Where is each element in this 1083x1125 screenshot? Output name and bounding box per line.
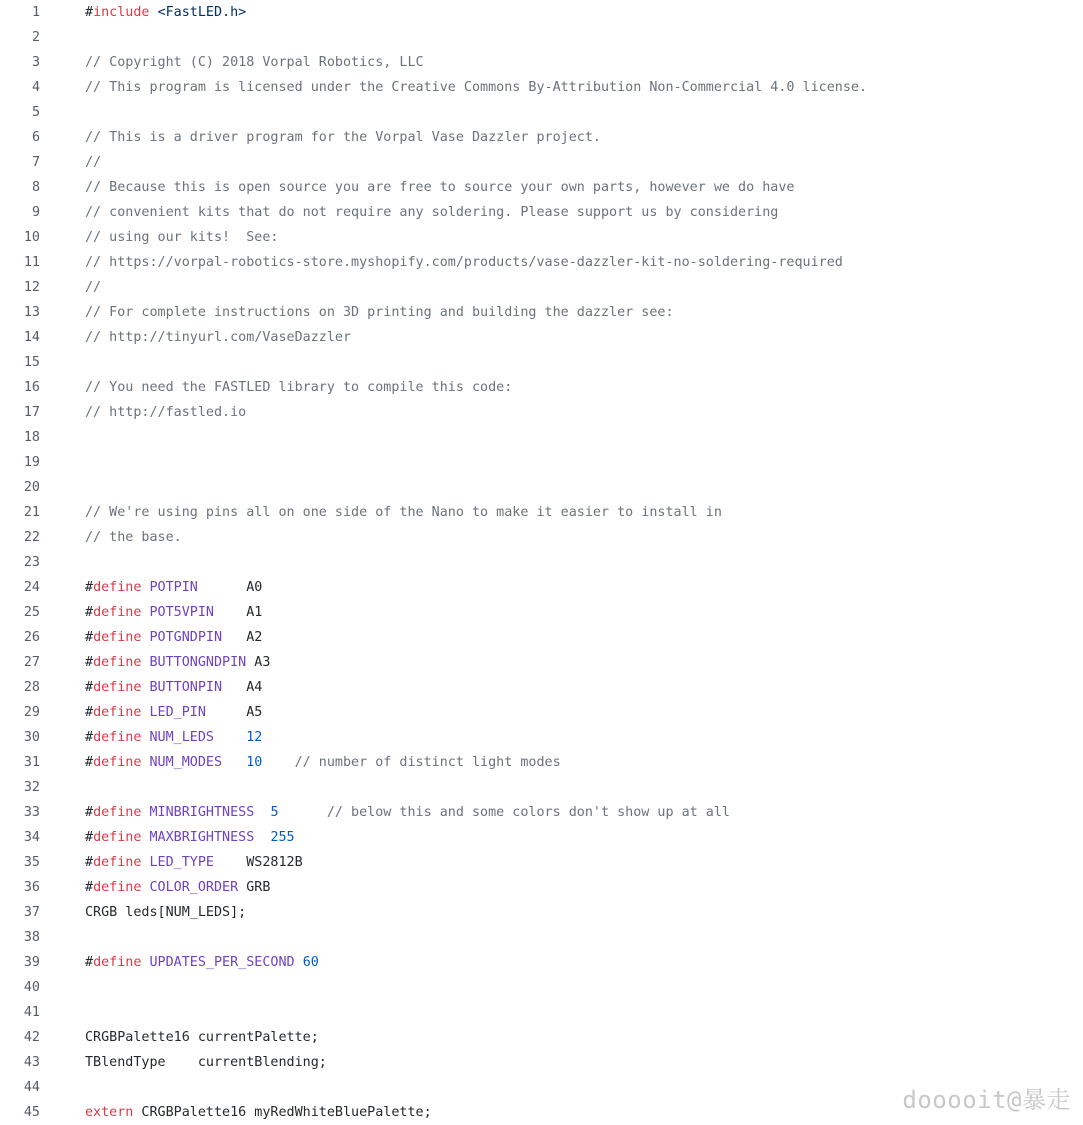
line-number: 41: [23, 1005, 40, 1020]
code-token-plain: [141, 880, 149, 895]
line-number: 10: [23, 230, 40, 245]
code-token-plain: [141, 630, 149, 645]
line-source: [85, 380, 512, 395]
code-token-plain: CRGB leds[NUM_LEDS];: [85, 905, 247, 920]
code-token-number: 5: [270, 805, 279, 820]
code-token-name: UPDATES_PER_SECOND: [149, 955, 295, 970]
code-token-name: LED_PIN: [149, 705, 206, 720]
line-number: 27: [23, 655, 40, 670]
code-token-plain: #: [85, 630, 94, 645]
code-token-plain: #: [85, 580, 94, 595]
line-number: 3: [31, 55, 40, 70]
code-line: [0, 450, 1083, 475]
code-token-plain: #: [85, 955, 94, 970]
code-token-plain: [141, 655, 149, 670]
code-token-plain: [141, 830, 149, 845]
code-line: [0, 525, 1083, 550]
code-line: [0, 300, 1083, 325]
line-number: 8: [31, 180, 40, 195]
code-token-comment: // number of distinct light modes: [294, 755, 561, 770]
code-token-plain: [141, 605, 149, 620]
code-token-plain: [141, 705, 149, 720]
code-token-plain: [141, 680, 149, 695]
code-token-comment: // https://vorpal-robotics-store.myshopify.com/products/vase-dazzler-kit-no-soldering-required: [85, 255, 843, 270]
code-token-comment: // the base.: [85, 530, 182, 545]
code-token-plain: [141, 730, 149, 745]
code-line: [0, 1050, 1083, 1075]
code-line: [0, 725, 1083, 750]
line-number: 1: [31, 5, 40, 20]
code-token-comment: // using our kits! See:: [85, 230, 279, 245]
code-token-number: 255: [270, 830, 295, 845]
code-token-keyword: define: [93, 580, 142, 595]
code-line: [0, 925, 1083, 950]
code-line: [0, 850, 1083, 875]
code-token-plain: [295, 955, 303, 970]
code-token-comment: // http://tinyurl.com/VaseDazzler: [85, 330, 352, 345]
line-number: 11: [23, 255, 40, 270]
line-source: [85, 680, 262, 695]
code-token-plain: [222, 755, 246, 770]
code-token-comment: // We're using pins all on one side of the Nano to make it easier to install in: [85, 505, 722, 520]
code-line: [0, 750, 1083, 775]
line-source: [85, 580, 262, 595]
code-token-name: NUM_MODES: [149, 755, 223, 770]
code-line: [0, 875, 1083, 900]
code-line: [0, 900, 1083, 925]
code-token-name: BUTTONGNDPIN: [149, 655, 247, 670]
code-token-name: LED_TYPE: [149, 855, 214, 870]
code-token-string: <FastLED.h>: [157, 5, 247, 20]
line-number: 4: [31, 80, 40, 95]
code-token-comment: //: [85, 155, 102, 170]
code-token-keyword: include: [93, 5, 150, 20]
code-line: [0, 425, 1083, 450]
line-number: 19: [23, 455, 40, 470]
code-line: [0, 125, 1083, 150]
line-source: [85, 830, 295, 845]
code-token-plain: #: [85, 855, 94, 870]
line-number: 22: [23, 530, 40, 545]
line-number: 23: [23, 555, 40, 570]
code-token-plain: [141, 855, 149, 870]
code-token-comment: // You need the FASTLED library to compile this code:: [85, 380, 513, 395]
code-token-plain: [141, 580, 149, 595]
code-line: [0, 1025, 1083, 1050]
code-line: [0, 200, 1083, 225]
code-token-keyword: define: [93, 605, 142, 620]
line-number: 36: [23, 880, 40, 895]
line-number: 5: [31, 105, 40, 120]
line-number: 7: [31, 155, 40, 170]
code-token-keyword: define: [93, 830, 142, 845]
code-token-plain: [254, 805, 270, 820]
line-number: 25: [23, 605, 40, 620]
line-source: [85, 280, 101, 295]
line-source: [85, 205, 778, 220]
code-token-plain: CRGBPalette16 myRedWhiteBluePalette;: [133, 1105, 432, 1120]
line-source: [85, 330, 351, 345]
code-token-keyword: define: [93, 705, 142, 720]
code-line: [0, 575, 1083, 600]
code-token-plain: #: [85, 805, 94, 820]
line-number: 45: [23, 1105, 40, 1120]
line-source: [85, 955, 319, 970]
code-line: [0, 650, 1083, 675]
code-token-plain: #: [85, 705, 94, 720]
code-token-plain: WS2812B: [214, 855, 303, 870]
watermark: dooooit@暴走: [902, 1086, 1071, 1114]
line-number: 2: [31, 30, 40, 45]
code-token-plain: A2: [222, 630, 263, 645]
line-source: [85, 880, 270, 895]
code-line: [0, 500, 1083, 525]
line-source: [85, 55, 424, 70]
code-line: [0, 250, 1083, 275]
line-source: [85, 405, 246, 420]
line-source: [85, 655, 270, 670]
code-token-name: NUM_LEDS: [149, 730, 214, 745]
code-token-plain: [141, 755, 149, 770]
line-source: [85, 180, 794, 195]
line-source: [85, 305, 674, 320]
code-line: [0, 600, 1083, 625]
code-token-keyword: define: [93, 880, 142, 895]
code-token-keyword: define: [93, 855, 142, 870]
code-line: [0, 375, 1083, 400]
line-source: [85, 1055, 327, 1070]
code-token-number: 12: [246, 730, 263, 745]
line-number: 17: [23, 405, 40, 420]
line-source: [85, 155, 101, 170]
code-token-plain: #: [85, 880, 94, 895]
line-source: [85, 130, 601, 145]
line-number: 29: [23, 705, 40, 720]
code-token-keyword: define: [93, 955, 142, 970]
code-token-name: POTPIN: [149, 580, 198, 595]
code-token-name: COLOR_ORDER: [149, 880, 239, 895]
code-token-comment: // Copyright (C) 2018 Vorpal Robotics, LLC: [85, 55, 424, 70]
code-token-plain: #: [85, 680, 94, 695]
line-source: [85, 855, 303, 870]
code-line: [0, 150, 1083, 175]
code-line: [0, 225, 1083, 250]
line-source: [85, 730, 262, 745]
code-token-keyword: define: [93, 805, 142, 820]
code-line: [0, 825, 1083, 850]
line-source: [85, 230, 278, 245]
line-source: [85, 255, 843, 270]
code-token-plain: A4: [222, 680, 263, 695]
line-number: 43: [23, 1055, 40, 1070]
code-token-keyword: extern: [85, 1105, 134, 1120]
line-source: [85, 605, 262, 620]
code-token-keyword: define: [93, 755, 142, 770]
code-line: [0, 975, 1083, 1000]
line-number: 6: [31, 130, 40, 145]
line-number: 38: [23, 930, 40, 945]
code-line: [0, 475, 1083, 500]
code-line: [0, 950, 1083, 975]
code-token-comment: // This is a driver program for the Vorpal Vase Dazzler project.: [85, 130, 601, 145]
line-number: 9: [31, 205, 40, 220]
code-token-number: 10: [246, 755, 263, 770]
line-number: 37: [23, 905, 40, 920]
code-token-plain: A5: [205, 705, 263, 720]
line-number: 12: [23, 280, 40, 295]
code-line: [0, 550, 1083, 575]
code-token-plain: #: [85, 755, 94, 770]
code-token-plain: CRGBPalette16 currentPalette;: [85, 1030, 319, 1045]
code-token-name: POTGNDPIN: [149, 630, 223, 645]
line-number: 13: [23, 305, 40, 320]
code-token-plain: GRB: [238, 880, 271, 895]
line-source: [85, 630, 262, 645]
line-number: 33: [23, 805, 40, 820]
code-line: [0, 25, 1083, 50]
line-number: 30: [23, 730, 40, 745]
code-token-keyword: define: [93, 655, 142, 670]
line-source: [85, 530, 182, 545]
code-token-plain: #: [85, 730, 94, 745]
line-number: 18: [23, 430, 40, 445]
code-token-plain: #: [85, 5, 94, 20]
code-token-plain: [279, 805, 327, 820]
code-line: [0, 700, 1083, 725]
line-number: 31: [23, 755, 40, 770]
code-token-plain: [214, 730, 246, 745]
line-source: [85, 905, 246, 920]
line-number: 35: [23, 855, 40, 870]
line-number: 20: [23, 480, 40, 495]
line-number: 16: [23, 380, 40, 395]
line-number: 14: [23, 330, 40, 345]
code-token-comment: // below this and some colors don't show up at all: [326, 805, 730, 820]
code-token-plain: A3: [246, 655, 271, 670]
code-token-plain: [141, 955, 149, 970]
code-token-number: 60: [302, 955, 319, 970]
code-token-comment: // This program is licensed under the Creative Commons By-Attribution Non-Commercial 4.0 license.: [85, 80, 867, 95]
code-token-comment: // Because this is open source you are free to source your own parts, however we do have: [85, 180, 795, 195]
code-token-plain: A0: [197, 580, 263, 595]
code-line: [0, 100, 1083, 125]
line-number: 44: [23, 1080, 40, 1095]
code-token-name: MAXBRIGHTNESS: [149, 830, 255, 845]
code-line: [0, 800, 1083, 825]
code-token-comment: //: [85, 280, 102, 295]
line-number: 24: [23, 580, 40, 595]
line-number: 15: [23, 355, 40, 370]
code-token-keyword: define: [93, 630, 142, 645]
line-number: 39: [23, 955, 40, 970]
line-source: [85, 505, 722, 520]
line-number: 26: [23, 630, 40, 645]
code-line: [0, 175, 1083, 200]
code-line: [0, 1000, 1083, 1025]
code-line: [0, 625, 1083, 650]
code-line: [0, 675, 1083, 700]
code-token-plain: [141, 805, 149, 820]
code-token-name: MINBRIGHTNESS: [149, 805, 255, 820]
code-line: [0, 75, 1083, 100]
line-source: [85, 1030, 319, 1045]
line-number: 40: [23, 980, 40, 995]
code-line: [0, 350, 1083, 375]
line-number: 34: [23, 830, 40, 845]
code-line: [0, 400, 1083, 425]
code-token-plain: [262, 755, 294, 770]
code-line: [0, 50, 1083, 75]
line-source: [85, 5, 246, 20]
code-token-keyword: define: [93, 680, 142, 695]
code-token-plain: A1: [214, 605, 263, 620]
code-token-plain: [150, 5, 158, 20]
line-number: 32: [23, 780, 40, 795]
line-source: [85, 755, 561, 770]
code-token-comment: // convenient kits that do not require any soldering. Please support us by considering: [85, 205, 779, 220]
code-token-plain: #: [85, 830, 94, 845]
code-token-plain: [254, 830, 270, 845]
line-number: 28: [23, 680, 40, 695]
line-source: [85, 80, 867, 95]
code-line: [0, 0, 1083, 25]
code-token-name: POT5VPIN: [149, 605, 214, 620]
code-line: [0, 275, 1083, 300]
code-token-name: BUTTONPIN: [149, 680, 223, 695]
code-line: [0, 775, 1083, 800]
line-source: [85, 705, 262, 720]
line-number: 42: [23, 1030, 40, 1045]
code-token-plain: #: [85, 605, 94, 620]
code-line: [0, 325, 1083, 350]
code-token-comment: // For complete instructions on 3D printing and building the dazzler see:: [85, 305, 674, 320]
code-token-keyword: define: [93, 730, 142, 745]
code-token-plain: TBlendType currentBlending;: [85, 1055, 327, 1070]
line-number: 21: [23, 505, 40, 520]
line-source: [85, 805, 730, 820]
code-token-plain: #: [85, 655, 94, 670]
code-token-comment: // http://fastled.io: [85, 405, 247, 420]
line-source: [85, 1105, 432, 1120]
